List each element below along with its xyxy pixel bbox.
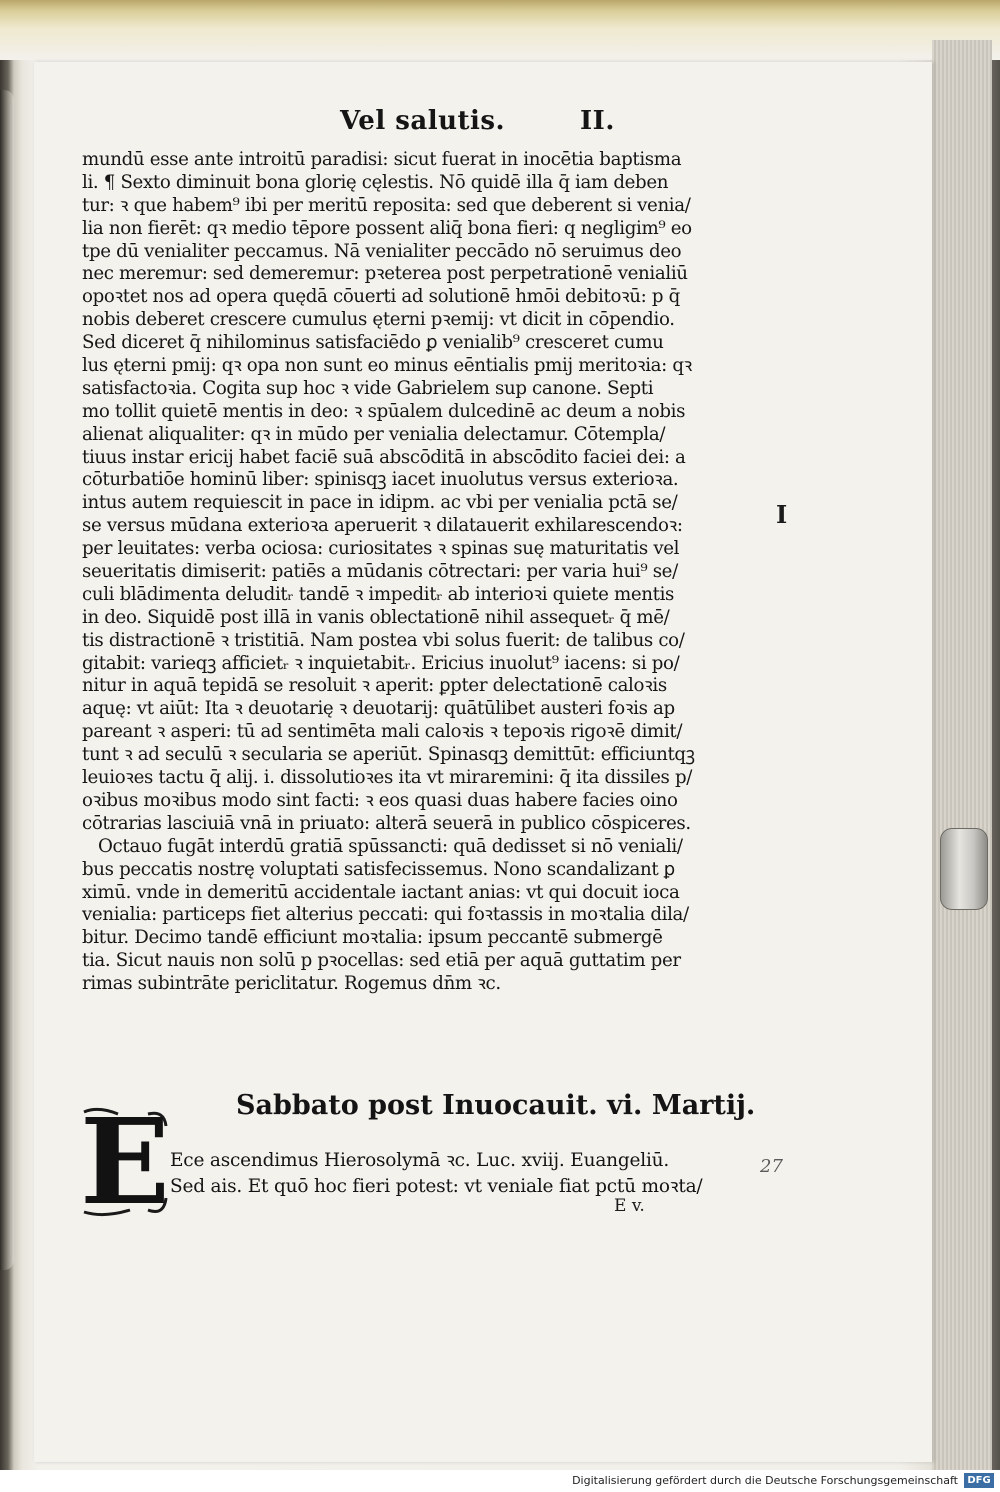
text-line: se versus mūdana exterioꝛa aperuerit ꝛ dilatauerit exhilarescendoꝛ: [82, 515, 683, 537]
fore-edge-pages [932, 40, 992, 1470]
footer-credit: Digitalisierung gefördert durch die Deutsche Forschungsgemeinschaft [572, 1474, 958, 1487]
section-heading: Sabbato post Inuocauit. vi. Martij. [236, 1090, 756, 1121]
running-header [340, 106, 640, 140]
top-page-edge [0, 0, 1000, 60]
text-line: li. ¶ Sexto diminuit bona glorię cęlestis. Nō quidē illa q̄ iam deben [82, 171, 669, 193]
decorated-initial: E [80, 1092, 170, 1231]
page-clip [940, 828, 988, 910]
text-line: pareant ꝛ asperi: tū ad sentimēta mali caloꝛis ꝛ tepoꝛis rigoꝛē dimit/ [82, 721, 683, 743]
gospel-line: Sed ais. Et quō hoc fieri potest: vt veniale fiat pctū moꝛta/ [170, 1176, 703, 1197]
text-line: oꝛibus moꝛibus modo sint facti: ꝛ eos quasi duas habere facies oino [82, 789, 678, 811]
text-line: bus peccatis nostrę voluptati satisfecissemus. Nono scandalizant ꝑ [82, 858, 675, 880]
text-line: nec meremur: sed demeremur: pꝛeterea post perpetrationē venialiū [82, 263, 688, 285]
text-line: cōtrarias lasciuiā vnā in priuato: alterā seuerā in publico cōspiceres. [82, 812, 691, 834]
text-line: seueritatis dimiserit: patiēs a mūdanis cōtrectari: per varia hui⁹ se/ [82, 561, 678, 583]
text-line: mundū esse ante introitū paradisi: sicut fuerat in inocētia baptisma [82, 149, 682, 170]
text-line: mo tollit quietē mentis in deo: ꝛ spūalem dulcedinē ac deum a nobis [82, 400, 686, 422]
text-line: tiuus instar ericij habet faciē suā abscōditā in abscōdito faciei dei: a [82, 446, 686, 468]
text-line: Sed diceret q̄ nihilominus satisfaciēdo ꝑ venialib⁹ cresceret cumu [82, 332, 664, 354]
text-line: tia. Sicut nauis non solū p pꝛocellas: sed etiā per aquā guttatim per [82, 950, 681, 972]
text-line: nobis deberet crescere cumulus ęterni pꝛemij: vt dicit in cōpendio. [82, 309, 675, 331]
text-line: cōturbatiōe hominū liber: spinisqꝫ iacet inuolutus versus exterioꝛa. [82, 469, 679, 491]
text-line: tpe dū venialiter peccamus. Nā venialiter peccādo nō seruimus deo [82, 240, 682, 262]
text-line: Octauo fugāt interdū gratiā spūssancti: quā dedisset si nō veniali/ [98, 835, 683, 857]
margin-mark: I [776, 500, 788, 529]
text-line: tis distractionē ꝛ tristitiā. Nam postea vbi solus fuerit: de talibus co/ [82, 629, 685, 651]
text-line: culi blādimenta deluditᵣ tandē ꝛ impeditᵣ ab interioꝛi quiete mentis [82, 583, 675, 605]
pencil-folio: 27 [760, 1156, 783, 1177]
text-line: lus ęterni pmij: qꝛ opa non sunt eo minus eēntialis pmij meritoꝛia: qꝛ [82, 355, 692, 377]
text-line: alienat aliqualiter: qꝛ in mūdo per venialia delectamur. Cōtempla/ [82, 423, 666, 445]
text-line: satisfactoꝛia. Cogita sup hoc ꝛ vide Gabrielem sup canone. Septi [82, 377, 654, 399]
catchword: E v. [614, 1196, 645, 1216]
footer-bar [0, 1470, 1000, 1492]
text-line: intus autem requiescit in pace in idipm. ac vbi per venialia pctā se/ [82, 492, 678, 514]
text-line: tur: ꝛ que habem⁹ ibi per meritū reposita: sed que deberent si venia/ [82, 194, 691, 216]
text-line: nitur in aquā tepidā se resoluit ꝛ aperit: ꝑpter delectationē caloꝛis [82, 675, 667, 697]
running-title: Vel salutis. [340, 106, 506, 136]
text-line: opoꝛtet nos ad opera quędā cōuerti ad solutionē hmōi debitoꝛū: p q̄ [82, 286, 680, 308]
text-line: in deo. Siquidē post illā in vanis oblectationē nihil assequetᵣ q̄ mē/ [82, 606, 670, 628]
text-line: gitabit: varieqꝫ afficietᵣ ꝛ inquietabitᵣ. Ericius inuolut⁹ iacens: si po/ [82, 652, 680, 674]
text-line: venialia: particeps fiet alterius peccati: qui foꝛtassis in moꝛtalia dila/ [82, 904, 689, 926]
facing-page-curl [0, 90, 14, 1270]
text-line: rimas subintrāte periclitatur. Rogemus dn̄m ꝛc. [82, 973, 501, 995]
body-text [82, 149, 762, 996]
gospel-line: Ece ascendimus Hierosolymā ꝛc. Luc. xviij. Euangeliū. [170, 1150, 670, 1171]
folio-number: II. [580, 106, 615, 136]
text-line: bitur. Decimo tandē efficiunt moꝛtalia: ipsum peccantē submergē [82, 927, 663, 949]
text-line: tunt ꝛ ad seculū ꝛ secularia se aperiūt. Spinasqꝫ demittūt: efficiuntqꝫ [82, 744, 695, 766]
text-line: lia non fierēt: qꝛ medio tēpore possent aliq̄ bona fieri: q negligim⁹ eo [82, 217, 692, 239]
text-line: leuioꝛes tactu q̄ alij. i. dissolutioꝛes ita vt miraremini: q̄ ita dissiles p/ [82, 767, 693, 789]
dfg-logo-icon: DFG [964, 1473, 994, 1488]
gospel-text [170, 1148, 770, 1200]
text-line: aquę: vt aiūt: Ita ꝛ deuotarię ꝛ deuotarij: quātūlibet austeri foꝛis ap [82, 698, 675, 720]
text-line: ximū. vnde in demeritū accidentale iactant anias: vt qui docuit ioca [82, 881, 680, 903]
text-line: per leuitates: verba ociosa: curiositates ꝛ spinas suę maturitatis vel [82, 538, 680, 560]
